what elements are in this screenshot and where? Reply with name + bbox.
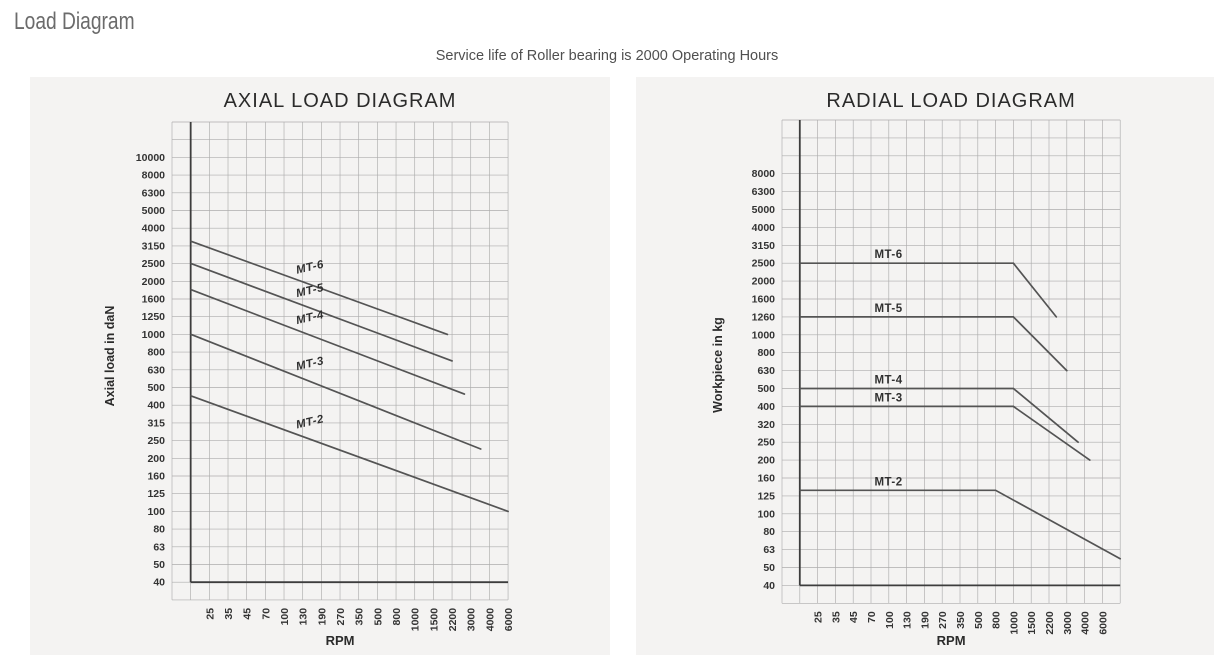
svg-text:250: 250 (147, 435, 165, 448)
axial-load-chart (30, 77, 610, 655)
svg-text:350: 350 (955, 611, 967, 629)
series-label-mt-3: MT-3 (294, 355, 326, 374)
x-tick-labels (813, 611, 1110, 635)
svg-text:350: 350 (353, 607, 366, 626)
svg-text:45: 45 (848, 611, 861, 623)
svg-text:1000: 1000 (409, 607, 422, 632)
svg-text:35: 35 (830, 611, 843, 623)
svg-text:1000: 1000 (1008, 611, 1021, 635)
svg-text:2500: 2500 (751, 257, 775, 270)
svg-text:2000: 2000 (141, 275, 165, 288)
series-label-mt-6: MT-6 (874, 249, 903, 262)
svg-text:320: 320 (757, 418, 775, 431)
svg-text:800: 800 (757, 347, 775, 360)
svg-text:270: 270 (937, 611, 950, 629)
series-label-mt-2: MT-2 (874, 476, 903, 489)
series-label-mt-4: MT-4 (874, 374, 903, 387)
svg-text:70: 70 (866, 611, 878, 623)
svg-text:800: 800 (990, 611, 1003, 629)
svg-text:160: 160 (757, 472, 775, 485)
svg-text:6300: 6300 (141, 187, 165, 200)
svg-text:400: 400 (147, 399, 165, 412)
svg-text:190: 190 (919, 611, 932, 629)
radial-load-chart (636, 77, 1214, 655)
y-tick-labels (136, 152, 165, 589)
x-axis-label: RPM (325, 633, 355, 648)
svg-text:8000: 8000 (751, 168, 775, 181)
svg-text:50: 50 (153, 559, 165, 571)
series-line-mt-6 (800, 263, 1056, 317)
series-label-mt-5: MT-5 (874, 302, 903, 315)
radial-load-chart-panel (636, 77, 1214, 655)
series-label-mt-3: MT-3 (874, 392, 903, 405)
svg-text:6300: 6300 (751, 186, 775, 199)
svg-text:100: 100 (757, 508, 775, 521)
series-label-mt-5: MT-5 (294, 281, 326, 301)
series-label-mt-2: MT-2 (294, 413, 326, 432)
svg-text:1250: 1250 (141, 311, 165, 324)
x-axis-label: RPM (936, 633, 966, 648)
svg-text:45: 45 (241, 607, 254, 620)
svg-text:80: 80 (763, 526, 775, 539)
svg-text:4000: 4000 (141, 222, 165, 235)
svg-text:200: 200 (147, 452, 165, 465)
svg-text:200: 200 (757, 454, 775, 467)
svg-text:130: 130 (901, 611, 914, 629)
svg-text:1260: 1260 (751, 311, 775, 324)
svg-text:8000: 8000 (141, 169, 165, 182)
svg-text:500: 500 (972, 611, 985, 629)
svg-text:6000: 6000 (1097, 611, 1110, 635)
svg-text:63: 63 (763, 544, 775, 557)
series-line-mt-4 (191, 290, 464, 394)
svg-text:130: 130 (297, 607, 310, 626)
svg-text:270: 270 (335, 607, 348, 626)
svg-text:1500: 1500 (1026, 611, 1039, 635)
series-line-mt-3 (800, 406, 1090, 460)
svg-text:3000: 3000 (465, 607, 478, 632)
chart-title: AXIAL LOAD DIAGRAM (223, 90, 457, 112)
grid (172, 122, 508, 600)
svg-text:100: 100 (883, 611, 896, 629)
svg-text:35: 35 (223, 607, 236, 620)
svg-text:5000: 5000 (141, 205, 165, 217)
svg-text:6000: 6000 (503, 607, 516, 632)
chart-title: RADIAL LOAD DIAGRAM (826, 90, 1076, 112)
svg-text:2200: 2200 (447, 607, 460, 632)
svg-text:1600: 1600 (141, 293, 165, 306)
svg-text:4000: 4000 (1079, 611, 1092, 635)
svg-text:315: 315 (147, 417, 165, 430)
y-axis-label: Axial load in daN (103, 305, 117, 407)
svg-text:630: 630 (147, 364, 165, 377)
svg-text:4000: 4000 (751, 221, 775, 234)
svg-text:3000: 3000 (1061, 611, 1074, 635)
y-tick-labels (752, 168, 776, 592)
svg-text:630: 630 (757, 365, 775, 378)
svg-text:800: 800 (391, 607, 404, 626)
svg-text:3150: 3150 (141, 240, 165, 253)
svg-text:160: 160 (147, 470, 165, 483)
svg-text:40: 40 (153, 576, 165, 589)
svg-text:500: 500 (757, 383, 775, 395)
svg-text:2500: 2500 (141, 258, 165, 271)
svg-text:80: 80 (153, 523, 165, 536)
series-label-mt-4: MT-4 (294, 309, 326, 328)
svg-text:10000: 10000 (135, 151, 165, 164)
svg-text:1000: 1000 (751, 329, 775, 342)
svg-text:500: 500 (147, 382, 165, 394)
page-title: Load Diagram (14, 8, 135, 35)
svg-text:40: 40 (763, 579, 775, 592)
x-tick-labels (204, 608, 515, 632)
svg-text:1500: 1500 (428, 607, 441, 632)
svg-text:190: 190 (316, 607, 329, 626)
svg-text:63: 63 (153, 541, 165, 554)
series-label-mt-6: MT-6 (294, 258, 326, 277)
series-line-mt-2 (191, 396, 508, 512)
svg-text:100: 100 (279, 607, 292, 626)
svg-text:25: 25 (204, 607, 217, 620)
svg-text:125: 125 (147, 488, 165, 501)
series-line-mt-4 (800, 389, 1078, 443)
series-line-mt-5 (800, 317, 1067, 371)
svg-text:3150: 3150 (751, 239, 775, 252)
svg-text:4000: 4000 (484, 607, 497, 632)
svg-text:400: 400 (757, 400, 775, 413)
series-line-mt-3 (191, 334, 481, 449)
svg-text:1600: 1600 (751, 293, 775, 306)
svg-text:250: 250 (757, 436, 775, 449)
svg-text:25: 25 (812, 611, 825, 623)
svg-text:1000: 1000 (141, 328, 165, 341)
svg-text:800: 800 (147, 346, 165, 359)
svg-text:70: 70 (260, 607, 273, 620)
svg-text:100: 100 (147, 505, 165, 518)
svg-text:500: 500 (372, 607, 385, 626)
axial-load-chart-panel (30, 77, 610, 655)
svg-text:2200: 2200 (1044, 611, 1056, 635)
y-axis-label: Workpiece in kg (711, 317, 725, 413)
svg-text:5000: 5000 (751, 204, 775, 216)
svg-text:125: 125 (757, 490, 775, 503)
page-subtitle: Service life of Roller bearing is 2000 Operating Hours (435, 48, 779, 64)
svg-text:50: 50 (763, 562, 775, 574)
svg-text:2000: 2000 (751, 275, 775, 288)
